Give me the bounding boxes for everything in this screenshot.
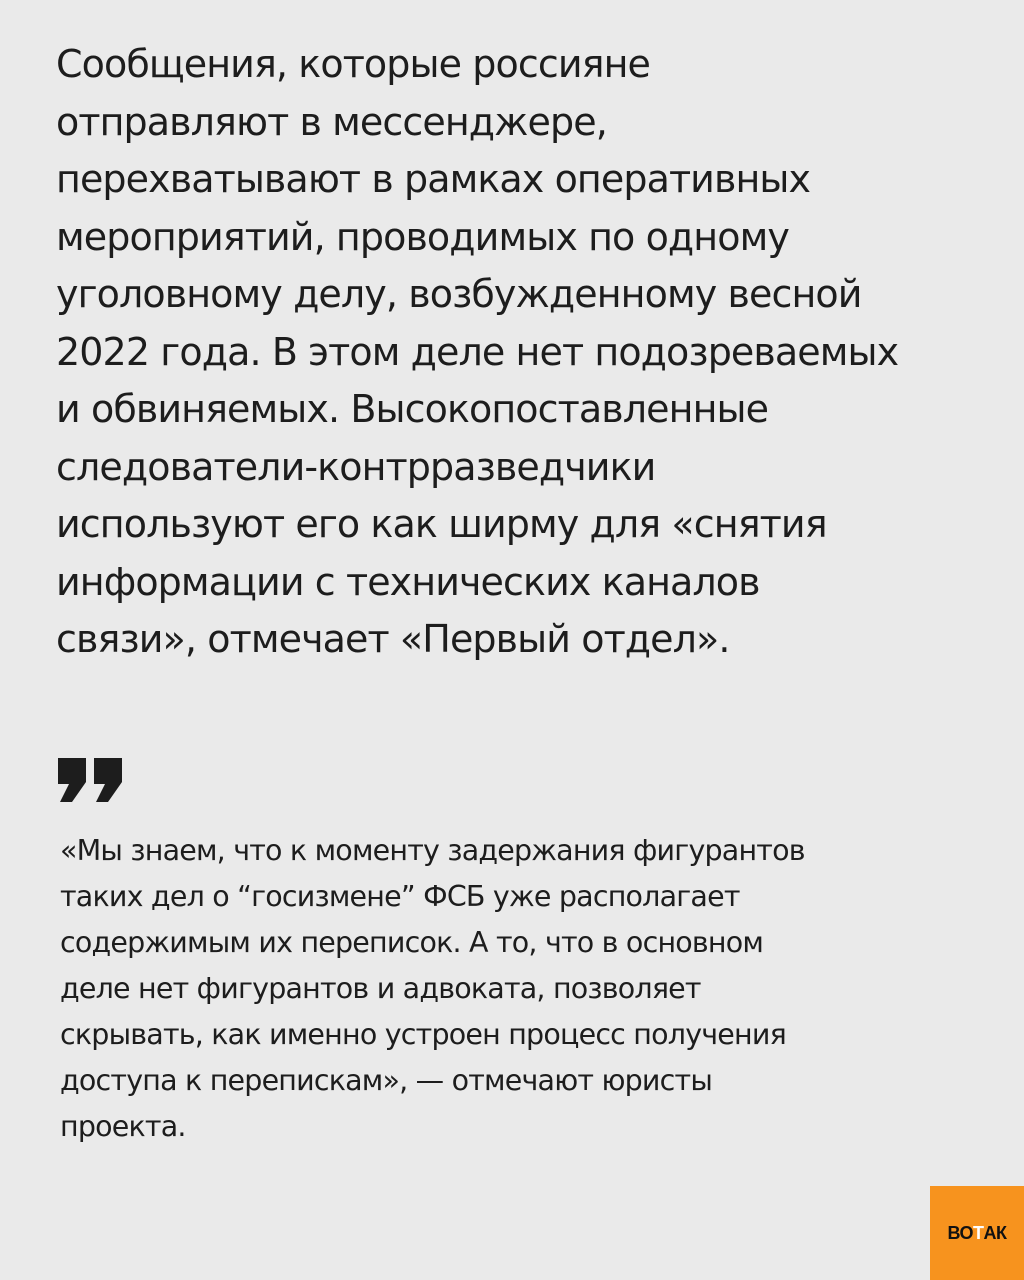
quote-mark-left (58, 758, 86, 802)
logo-text (947, 1223, 1006, 1244)
closing-quote-icon (58, 758, 122, 804)
article-paragraph: Сообщения, которые россияне отправляют в мессенджере, перехватывают в рамках оперативных мероприятий, проводимых по одному уголовному делу, возбужденному весной 2022 года. В этом деле нет подозреваемых и обвиняемых. Высокопоставленные следователи-контрразведчики используют его как ширму для «снятия информации с технических каналов связи», отмечает «Первый отдел». (56, 42, 899, 661)
logo-part-a: ВО (947, 1222, 974, 1243)
quote-paragraph: «Мы знаем, что к моменту задержания фигурантов таких дел о “госизмене” ФСБ уже располагает содержимым их переписок. А то, что в основном деле нет фигурантов и адвоката, позволяет скрывать, как именно устроен процесс получения доступа к перепискам», — отмечают юристы проекта. (60, 834, 805, 1143)
quote-mark-right (94, 758, 122, 802)
logo-part-c: АК (983, 1222, 1007, 1243)
votak-logo (930, 1186, 1024, 1280)
logo-part-b: Т (973, 1222, 984, 1243)
